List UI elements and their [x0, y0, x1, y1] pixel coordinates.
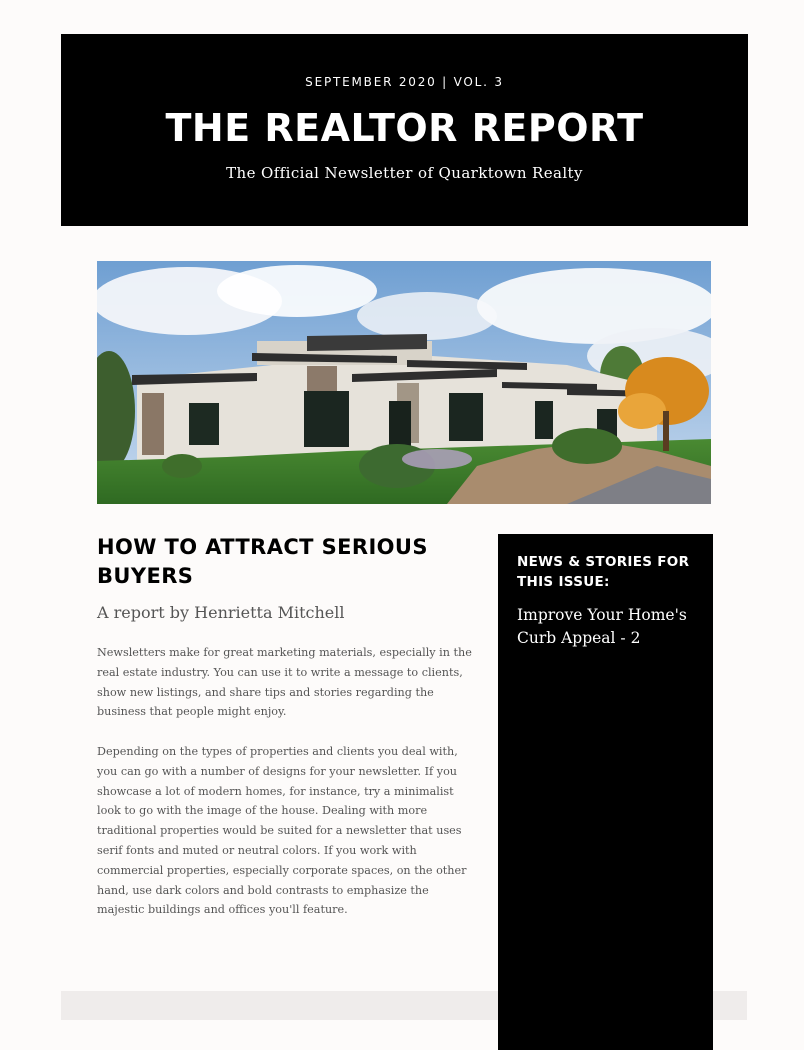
- sidebar-story-link[interactable]: Improve Your Home's Curb Appeal - 2: [517, 606, 687, 647]
- newsletter-subtitle: The Official Newsletter of Quarktown Realty: [226, 164, 583, 182]
- masthead: [61, 34, 748, 226]
- article-paragraph: Depending on the types of properties and clients you deal with, you can go with a number of designs for your newsletter. If you showcase a lot of modern homes, for instance, try a minimalist look to go with the image of the house. Dealing with more traditional properties would be suited for a newsletter that uses serif fonts and muted or neutral colors. If you work with commercial properties, especially corporate spaces, on the other hand, use dark colors and bold contrasts to emphasize the majestic buildings and offices you'll feature.: [97, 744, 467, 917]
- article-body: [97, 643, 477, 920]
- article-paragraph: Newsletters make for great marketing materials, especially in the real estate industry. You can use it to write a message to clients, show new listings, and share tips and stories regarding the business that people might enjoy.: [97, 646, 472, 719]
- article-byline: A report by Henrietta Mitchell: [97, 603, 345, 622]
- sidebar-heading: NEWS & STORIES FOR THIS ISSUE:: [517, 554, 690, 590]
- issue-contents-sidebar: [498, 534, 713, 1050]
- hero-house-image: [97, 261, 711, 504]
- article-title: HOW TO ATTRACT SERIOUS BUYERS: [97, 535, 428, 588]
- issue-line: SEPTEMBER 2020 | VOL. 3: [305, 75, 504, 89]
- house-illustration: [97, 261, 711, 504]
- newsletter-title: THE REALTOR REPORT: [165, 106, 644, 150]
